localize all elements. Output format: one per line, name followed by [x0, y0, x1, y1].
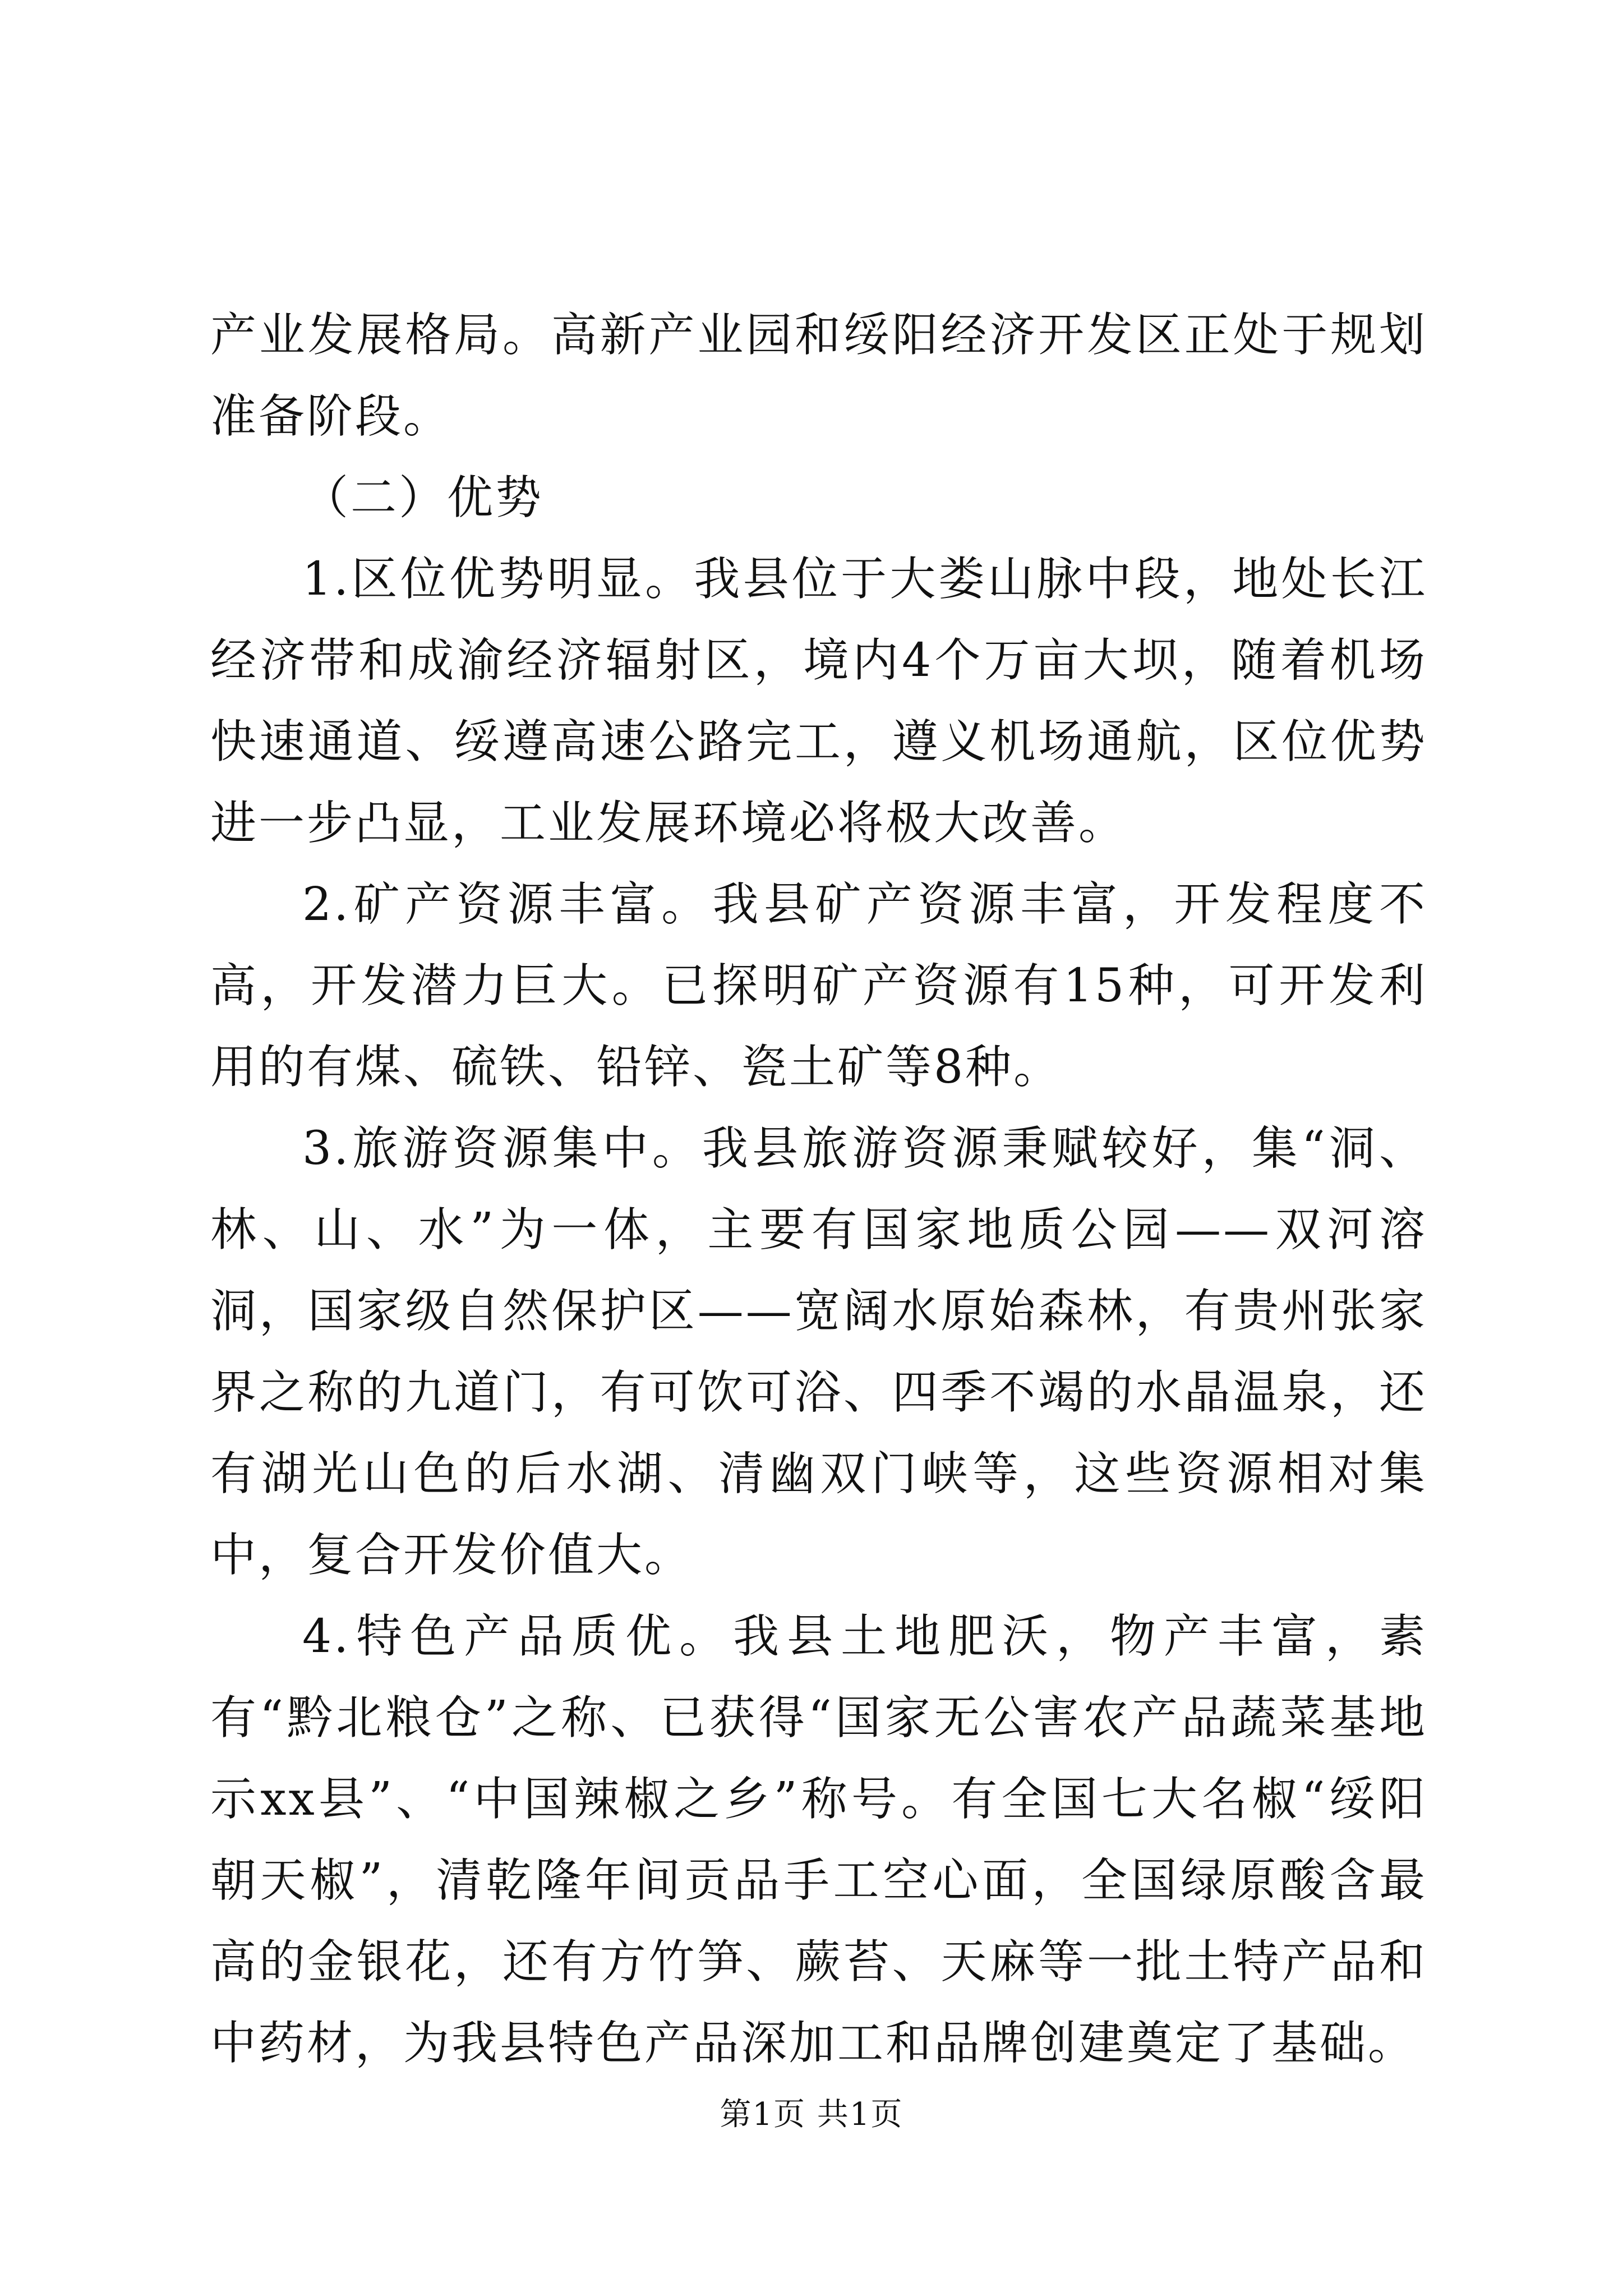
paragraph-tourism-resources: 3.旅游资源集中。我县旅游资源秉赋较好，集“洞、林、山、水”为一体，主要有国家地质公园——双河溶洞，国家级自然保护区——宽阔水原始森林，有贵州张家界之称的九道门，有可饮可浴、四季不竭的水晶温泉，还有湖光山色的后水湖、清幽双门峡等，这些资源相对集中，复合开发价值大。 — [210, 1122, 1427, 1582]
section-heading-advantages: （二）优势 — [302, 471, 544, 524]
paragraph-industry-layout: 产业发展格局。高新产业园和绥阳经济开发区正处于规划准备阶段。 — [210, 309, 1427, 443]
document-body — [210, 295, 1427, 2084]
paragraph-location-advantage: 1.区位优势明显。我县位于大娄山脉中段，地处长江经济带和成渝经济辐射区，境内4个万亩大坝，随着机场快速通道、绥遵高速公路完工，遵义机场通航，区位优势进一步凸显，工业发展环境必将极大改善。 — [210, 553, 1427, 850]
paragraph-specialty-products: 4.特色产品质优。我县土地肥沃，物产丰富，素有“黔北粮仓”之称、已获得“国家无公害农产品蔬菜基地示xx县”、“中国辣椒之乡”称号。有全国七大名椒“绥阳朝天椒”，清乾隆年间贡品手工空心面，全国绿原酸含最高的金银花，还有方竹笋、蕨苔、天麻等一批土特产品和中药材，为我县特色产品深加工和品牌创建奠定了基础。 — [210, 1610, 1427, 2070]
paragraph-mineral-resources: 2.矿产资源丰富。我县矿产资源丰富，开发程度不高，开发潜力巨大。已探明矿产资源有15种，可开发利用的有煤、硫铁、铅锌、瓷土矿等8种。 — [210, 878, 1427, 1094]
page-number-footer: 第1页 共1页 — [720, 2096, 903, 2133]
